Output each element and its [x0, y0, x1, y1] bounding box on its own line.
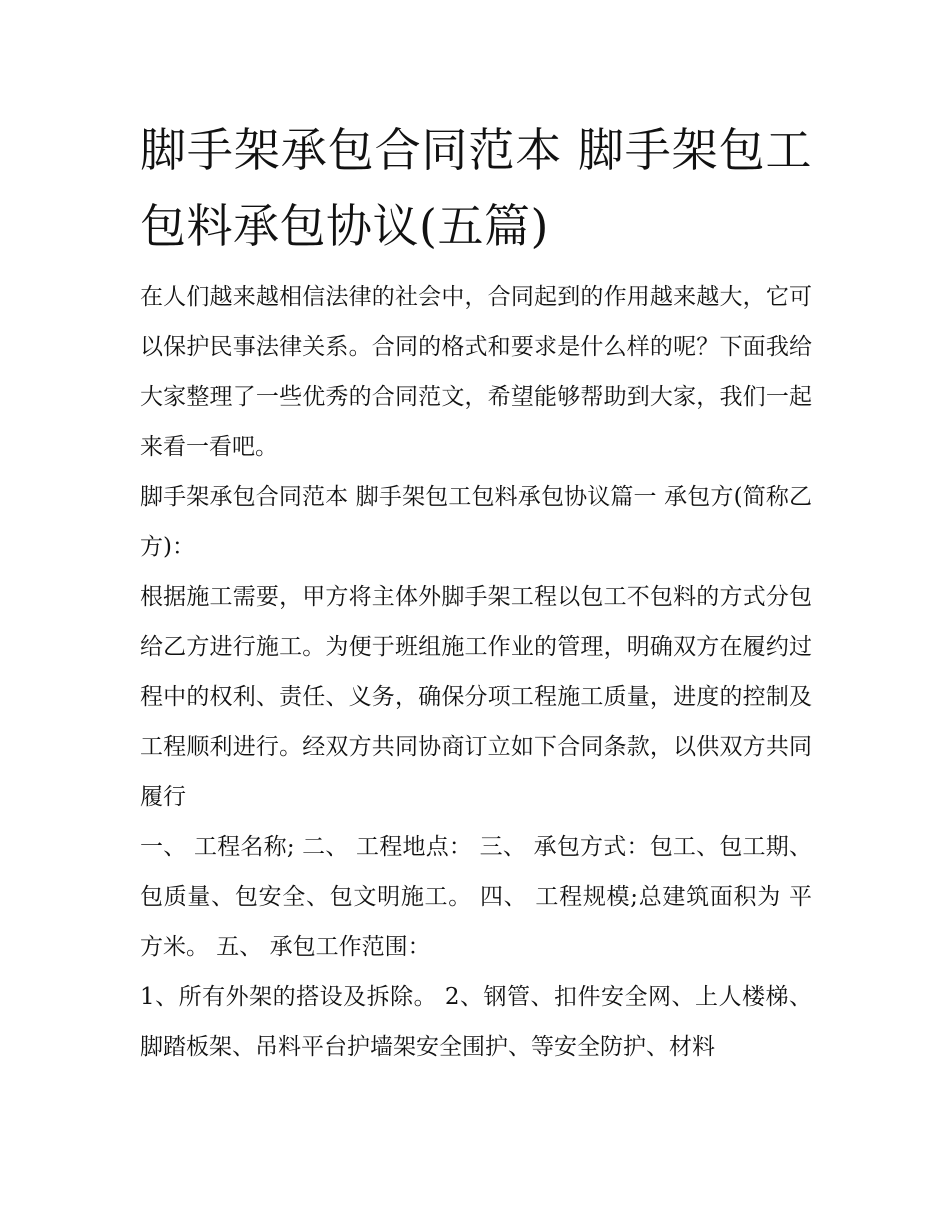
- paragraph-scope-items: 1、所有外架的搭设及拆除。 2、钢管、扣件安全网、上人楼梯、脚踏板架、吊料平台护墙架安全围护、等安全防护、材料: [140, 984, 812, 1060]
- paragraph-intro: 在人们越来越相信法律的社会中，合同起到的作用越来越大，它可以保护民事法律关系。合同的格式和要求是什么样的呢？下面我给大家整理了一些优秀的合同范文，希望能够帮助到大家，我们一起来看一看吧。: [140, 284, 812, 460]
- paragraph-heading-part-one: 脚手架承包合同范本 脚手架包工包料承包协议篇一 承包方(简称乙方)：: [140, 484, 812, 560]
- document-title: 脚手架承包合同范本 脚手架包工包料承包协议(五篇): [140, 123, 812, 253]
- paragraph-clauses: 一、 工程名称; 二、 工程地点： 三、 承包方式：包工、包工期、包质量、包安全、包文明施工。 四、 工程规模;总建筑面积为 平方米。 五、 承包工作范围：: [140, 834, 812, 960]
- document-body: [140, 112, 812, 1072]
- paragraph-preamble: 根据施工需要，甲方将主体外脚手架工程以包工不包料的方式分包给乙方进行施工。为便于班组施工作业的管理，明确双方在履约过程中的权利、责任、义务，确保分项工程施工质量，进度的控制及工程顺利进行。经双方共同协商订立如下合同条款，以供双方共同履行: [140, 584, 812, 810]
